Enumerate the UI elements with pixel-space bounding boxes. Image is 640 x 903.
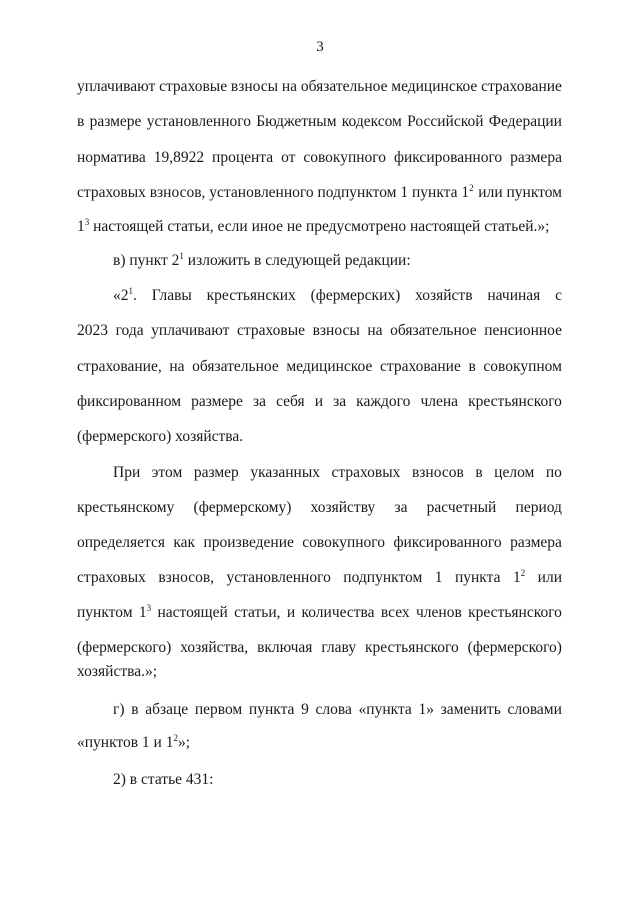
word: Федерации	[488, 113, 562, 130]
word: за	[253, 393, 267, 410]
text-line	[113, 251, 411, 271]
word: этом	[151, 464, 183, 481]
text-fragment: 2) в статье 431:	[113, 771, 214, 788]
word: (фермерских)	[310, 287, 401, 304]
word: совокупного	[302, 534, 386, 551]
word: взносов,	[158, 569, 215, 586]
word: 1»	[418, 701, 434, 718]
word: крестьянского	[364, 639, 459, 656]
word: в	[131, 701, 139, 718]
word: страховые	[237, 322, 306, 339]
word: Бюджетным	[256, 113, 337, 130]
text-line	[77, 183, 562, 203]
text-line	[113, 286, 562, 306]
text-line	[77, 638, 562, 658]
superscript: 3	[146, 603, 152, 613]
word: фиксированном	[77, 393, 182, 410]
word: произведение	[203, 534, 294, 551]
word: членов	[416, 604, 462, 621]
word: совокупного	[303, 149, 387, 166]
word: или	[537, 569, 562, 586]
word: размер	[193, 464, 239, 481]
text-fragment: 1	[77, 218, 85, 235]
word: процента	[212, 149, 274, 166]
word: от	[281, 149, 296, 166]
word: взносов	[411, 464, 464, 481]
word: (фермерского)	[467, 639, 562, 656]
word: период	[515, 499, 562, 516]
text-fragment: «$2^1$.	[113, 286, 137, 304]
word: медицинское	[391, 78, 478, 95]
word: взносы	[230, 78, 279, 95]
text-line	[77, 662, 157, 682]
word: подпунктом	[343, 569, 423, 586]
word: Российской	[407, 113, 484, 130]
text-line	[77, 733, 190, 753]
word: года	[115, 322, 144, 339]
word: (фермерскому)	[193, 499, 292, 516]
text-line	[77, 392, 562, 412]
text-fragment: $1^3$	[138, 603, 152, 621]
word: словами	[507, 701, 562, 718]
text-fragment: »;	[177, 734, 191, 751]
word: хозяйств	[415, 287, 473, 304]
word: в	[475, 464, 483, 481]
word: обязательное	[390, 322, 477, 339]
text-fragment: или пунктом	[478, 184, 562, 201]
word: хозяйству	[310, 499, 376, 516]
word: 2023	[77, 322, 108, 339]
text-line	[77, 568, 562, 588]
word: начиная	[487, 287, 541, 304]
text-fragment: $1^2$	[512, 568, 526, 586]
text-line	[77, 112, 562, 132]
word: статьи,	[234, 604, 281, 621]
word: установленного	[226, 569, 331, 586]
text-fragment: изложить в следующей редакции:	[183, 252, 411, 269]
word: расчетный	[426, 499, 497, 516]
word: в	[468, 358, 476, 375]
word: фиксированного	[393, 149, 503, 166]
word: пункта	[454, 569, 501, 586]
word: 1	[434, 569, 443, 586]
word: крестьянского	[468, 393, 562, 410]
word: хозяйства,	[180, 639, 249, 656]
word: члена	[420, 393, 459, 410]
word: обязательное	[192, 358, 279, 375]
text-line	[77, 148, 562, 168]
word: установленного	[146, 113, 251, 130]
text-fragment: хозяйства.»;	[77, 663, 158, 680]
word: как	[173, 534, 196, 551]
page-number: 3	[316, 39, 324, 55]
word: первом	[194, 701, 243, 718]
word: При	[113, 464, 141, 481]
text-fragment: (фермерского) хозяйства.	[77, 428, 244, 445]
word: (фермерского)	[77, 639, 172, 656]
word: крестьянских	[206, 287, 296, 304]
word: целом	[494, 464, 535, 481]
text-line	[77, 533, 562, 553]
word: размера	[510, 534, 562, 551]
text-line	[113, 700, 562, 720]
word: кодексом	[341, 113, 402, 130]
word: «пункта	[358, 701, 412, 718]
superscript: 3	[84, 217, 90, 227]
text-line	[77, 321, 562, 341]
word: абзаце	[145, 701, 189, 718]
word: и	[286, 604, 296, 621]
word: совокупном	[483, 358, 562, 375]
superscript: 2	[520, 568, 526, 578]
superscript: 1	[128, 286, 133, 296]
superscript: 2	[173, 733, 178, 743]
word: страхование	[379, 358, 461, 375]
word: с	[555, 287, 562, 304]
word: за	[394, 499, 408, 516]
word: настоящей	[157, 604, 228, 621]
word: размера	[510, 149, 562, 166]
word: медицинское	[286, 358, 373, 375]
word: Главы	[151, 287, 192, 304]
word: г)	[113, 701, 125, 718]
word: на	[367, 322, 383, 339]
text-fragment: страховых взносов, установленного подпунктом 1 пункта $1^2$	[77, 183, 474, 201]
word: пунктом	[77, 604, 133, 621]
word: слова	[315, 701, 352, 718]
word: страховых	[331, 464, 401, 481]
word: себя	[276, 393, 305, 410]
text-line	[113, 463, 562, 483]
text-fragment: «пунктов 1 и 1	[77, 734, 174, 751]
word: страхование,	[77, 358, 162, 375]
word: обязательное	[300, 78, 388, 95]
text-line	[77, 603, 562, 623]
word: пункта	[248, 701, 295, 718]
word: пенсионное	[484, 322, 562, 339]
text-line	[77, 217, 549, 237]
word: страховых	[77, 569, 146, 586]
word: и	[314, 393, 324, 410]
superscript: 2	[469, 183, 474, 193]
word: за	[333, 393, 347, 410]
word: крестьянского	[468, 604, 562, 621]
word: фиксированного	[393, 534, 502, 551]
word: крестьянскому	[77, 499, 175, 516]
text-fragment: настоящей статьи, если иное не предусмотрено настоящей статьей.»;	[89, 218, 550, 235]
word: указанных	[250, 464, 321, 481]
word: главу	[321, 639, 357, 656]
word: уплачивают	[151, 322, 230, 339]
word: уплачивают	[77, 78, 156, 95]
text-line	[77, 498, 562, 518]
word: норматива	[77, 149, 146, 166]
word: определяется	[77, 534, 165, 551]
text-line	[77, 77, 562, 97]
word: включая	[257, 639, 313, 656]
word: размере	[191, 393, 243, 410]
text-line	[113, 770, 213, 790]
word: взносы	[312, 322, 360, 339]
word: количества	[301, 604, 375, 621]
superscript: 1	[179, 251, 184, 261]
word: страховые	[159, 78, 228, 95]
word: каждого	[356, 393, 411, 410]
word: на	[281, 78, 298, 95]
word: в	[77, 113, 85, 130]
word: заменить	[440, 701, 501, 718]
word: на	[169, 358, 185, 375]
text-fragment: в) пункт 2	[113, 252, 180, 269]
word: страхование	[481, 78, 562, 95]
word: размере	[89, 113, 142, 130]
text-line	[77, 357, 562, 377]
word: 19,8922	[153, 149, 205, 166]
word: по	[545, 464, 562, 481]
word: 9	[301, 701, 309, 718]
word: всех	[380, 604, 410, 621]
text-line	[77, 427, 243, 447]
